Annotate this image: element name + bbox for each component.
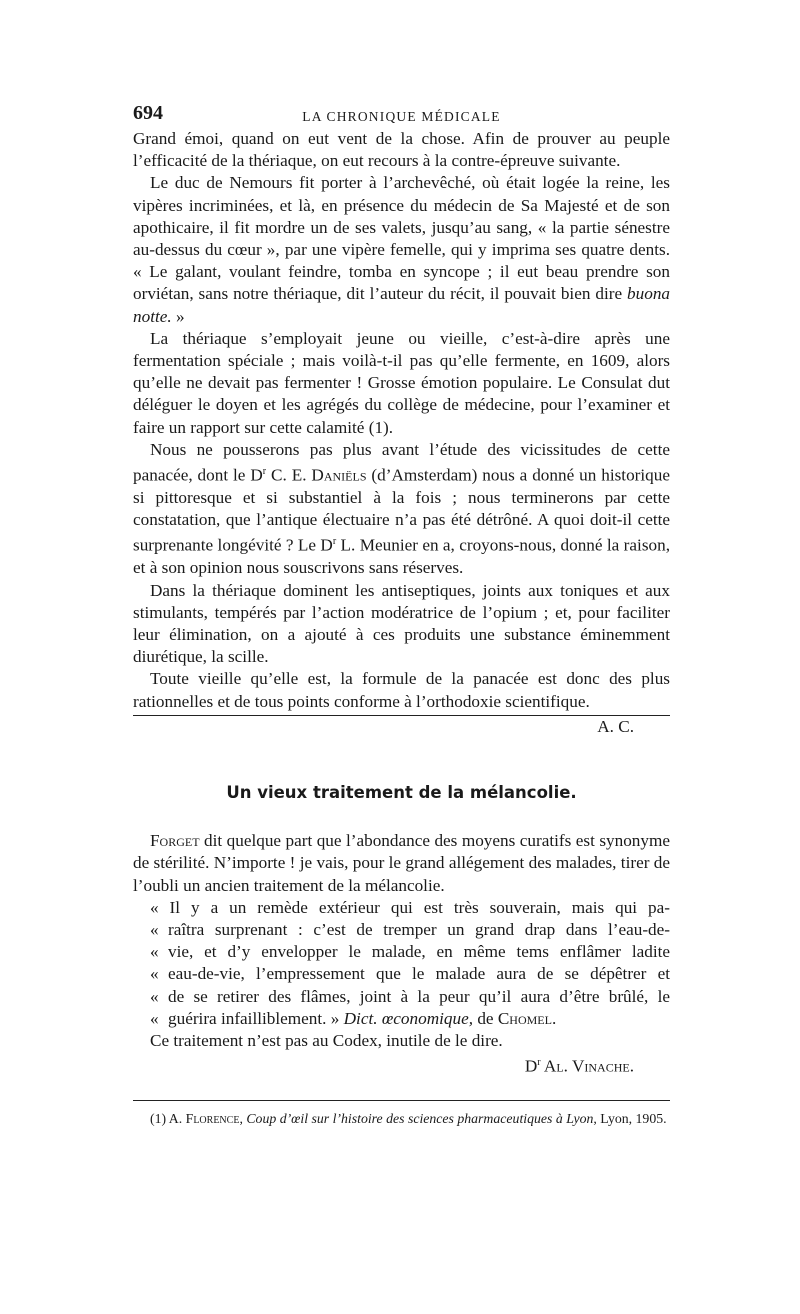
document-page (133, 100, 670, 1128)
paragraph: Le duc de Nemours fit porter à l’archevêché, où était logée la reine, les vipères incriminées, et là, en présence du médecin de Sa Majesté et de son apothicaire, il fit mordre un de ses valets, jusqu’au sang, « la partie sénestre au-dessus du cœur », par une vipère femelle, qui y imprima ses quatre dents. « Le galant, voulant feindre, tomba en syncope ; il eut beau prendre son orviétan, sans notre thériaque, dit l’auteur du récit, il pouvait bien dire buona notte. » (133, 173, 670, 326)
paragraph: Ce traitement n’est pas au Codex, inutile de le dire. (150, 1030, 503, 1050)
paragraph: Forget dit quelque part que l’abondance des moyens curatifs est synonyme de stérilité. N’importe ! je vais, pour le grand allégement des malades, tirer de l’oubli un ancien traitement de la mélancolie. (133, 831, 670, 895)
quotation (133, 897, 670, 1030)
running-title: LA CHRONIQUE MÉDICALE (302, 109, 501, 124)
author-name: Daniëls (311, 465, 367, 485)
quote-line: « guérira infailliblement. » Dict. œconomique, de Chomel. (150, 1008, 557, 1028)
page-header (133, 100, 670, 128)
paragraph: Dans la thériaque dominent les antiseptiques, joints aux toniques et aux stimulants, tempérés par l’action modératrice de l’opium ; et, pour faciliter leur élimination, on a ajouté à ces produits une substance éminemment diurétique, la scille. (133, 580, 670, 667)
author-name: Forget (150, 831, 200, 851)
article-signature: A. C. (597, 716, 634, 736)
quote-line: « raîtra surprenant : c’est de tremper un grand drap dans l’eau-de- (150, 919, 670, 939)
section-title: Un vieux traitement de la mélancolie. (226, 782, 577, 802)
footnote: (1) A. Florence, Coup d’œil sur l’histoire des sciences pharmaceutiques à Lyon, Lyon, 1905. (150, 1111, 667, 1127)
quote-line: « eau-de-vie, l’empressement que le malade aura de se dépêtrer et (150, 964, 670, 984)
article-theriaque (133, 128, 670, 738)
footnote-divider (133, 1100, 670, 1101)
article-melancolie (133, 830, 670, 1078)
paragraph: La thériaque s’employait jeune ou vieille, c’est-à-dire après une fermentation spéciale ; mais voilà-t-il pas qu’elle fermente, en 1609, alors qu’elle ne devait pas fermenter ! Grosse émotion populaire. Le Consulat dut déléguer le doyen et les agrégés du collège de médecine, pour l’examiner et faire un rapport sur cette calamité (1). (133, 328, 670, 437)
quote-line: « Il y a un remède extérieur qui est très souverain, mais qui pa- (150, 897, 670, 917)
quote-line: « vie, et d’y envelopper le malade, en même tems enflâmer ladite (150, 942, 670, 962)
article-signature: $D^r$ Al. Vinache. (524, 1056, 634, 1076)
paragraph: Toute vieille qu’elle est, la formule de la panacée est donc des plus rationnelles et de tous points conforme à l’orthodoxie scientifique. (133, 669, 670, 711)
quote-line: « de se retirer des flâmes, joint à la peur qu’il aura d’être brûlé, le (150, 986, 670, 1006)
page-number: 694 (133, 102, 163, 124)
paragraph: Nous ne pousserons pas plus avant l’étude des vicissitudes de cette panacée, dont le $D^r$ C. E. Daniëls (d’Amsterdam) nous a donné un historique si pittoresque et si substantiel à la fois ; nous terminerons par cette constatation, que l’antique électuaire n’a pas été détrôné. A quoi doit-il cette surprenante longévité ? Le $D^r$ L. Meunier en a, croyons-nous, donné la raison, et à son opinion nous souscrivons sans réserves. (133, 439, 670, 578)
paragraph: Grand émoi, quand on eut vent de la chose. Afin de prouver au peuple l’efficacité de la thériaque, on eut recours à la contre-épreuve suivante. (133, 129, 670, 171)
